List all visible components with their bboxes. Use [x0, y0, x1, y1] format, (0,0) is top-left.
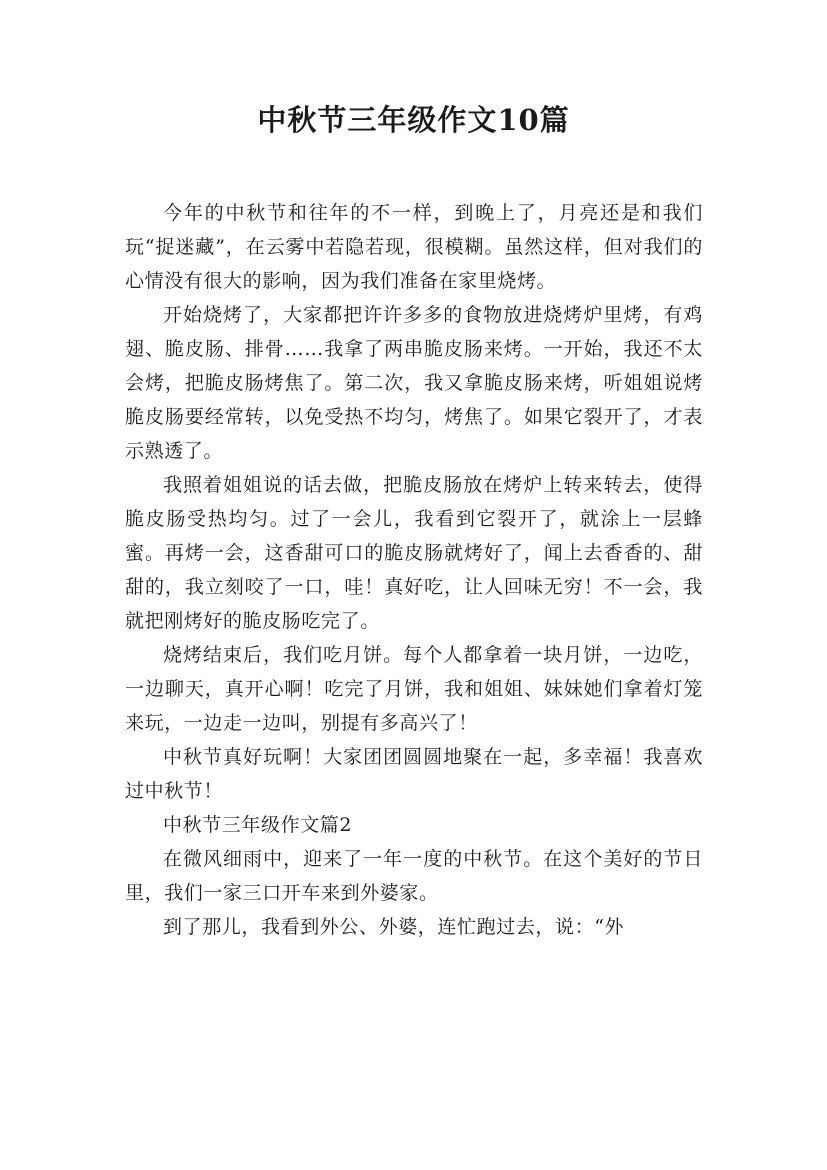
document-body	[125, 196, 703, 944]
document-title: 中秋节三年级作文10篇	[257, 103, 570, 137]
paragraph-5: 中秋节真好玩啊！大家团团圆圆地聚在一起，多幸福！我喜欢过中秋节！	[125, 746, 703, 802]
section-heading-2: 中秋节三年级作文篇2	[163, 814, 353, 836]
paragraph-2: 开始烧烤了，大家都把许许多多的食物放进烧烤炉里烤，有鸡翅、脆皮肠、排骨……我拿了两串脆皮肠来烤。一开始，我还不太会烤，把脆皮肠烤焦了。第二次，我又拿脆皮肠来烤，听姐姐说烤脆皮肠要经常转，以免受热不均匀，烤焦了。如果它裂开了，才表示熟透了。	[125, 304, 703, 462]
paragraph-7: 到了那儿，我看到外公、外婆，连忙跑过去，说：“外	[163, 916, 625, 938]
paragraph-1: 今年的中秋节和往年的不一样，到晚上了，月亮还是和我们玩“捉迷藏”，在云雾中若隐若现，很模糊。虽然这样，但对我们的心情没有很大的影响，因为我们准备在家里烧烤。	[125, 202, 703, 292]
paragraph-3: 我照着姐姐说的话去做，把脆皮肠放在烤炉上转来转去，使得脆皮肠受热均匀。过了一会儿，我看到它裂开了，就涂上一层蜂蜜。再烤一会，这香甜可口的脆皮肠就烤好了，闻上去香香的、甜甜的，我立刻咬了一口，哇！真好吃，让人回味无穷！不一会，我就把刚烤好的脆皮肠吃完了。	[125, 474, 703, 632]
paragraph-6: 在微风细雨中，迎来了一年一度的中秋节。在这个美好的节日里，我们一家三口开车来到外婆家。	[125, 848, 703, 904]
paragraph-4: 烧烤结束后，我们吃月饼。每个人都拿着一块月饼，一边吃，一边聊天，真开心啊！吃完了月饼，我和姐姐、妹妹她们拿着灯笼来玩，一边走一边叫，别提有多高兴了！	[125, 644, 703, 734]
